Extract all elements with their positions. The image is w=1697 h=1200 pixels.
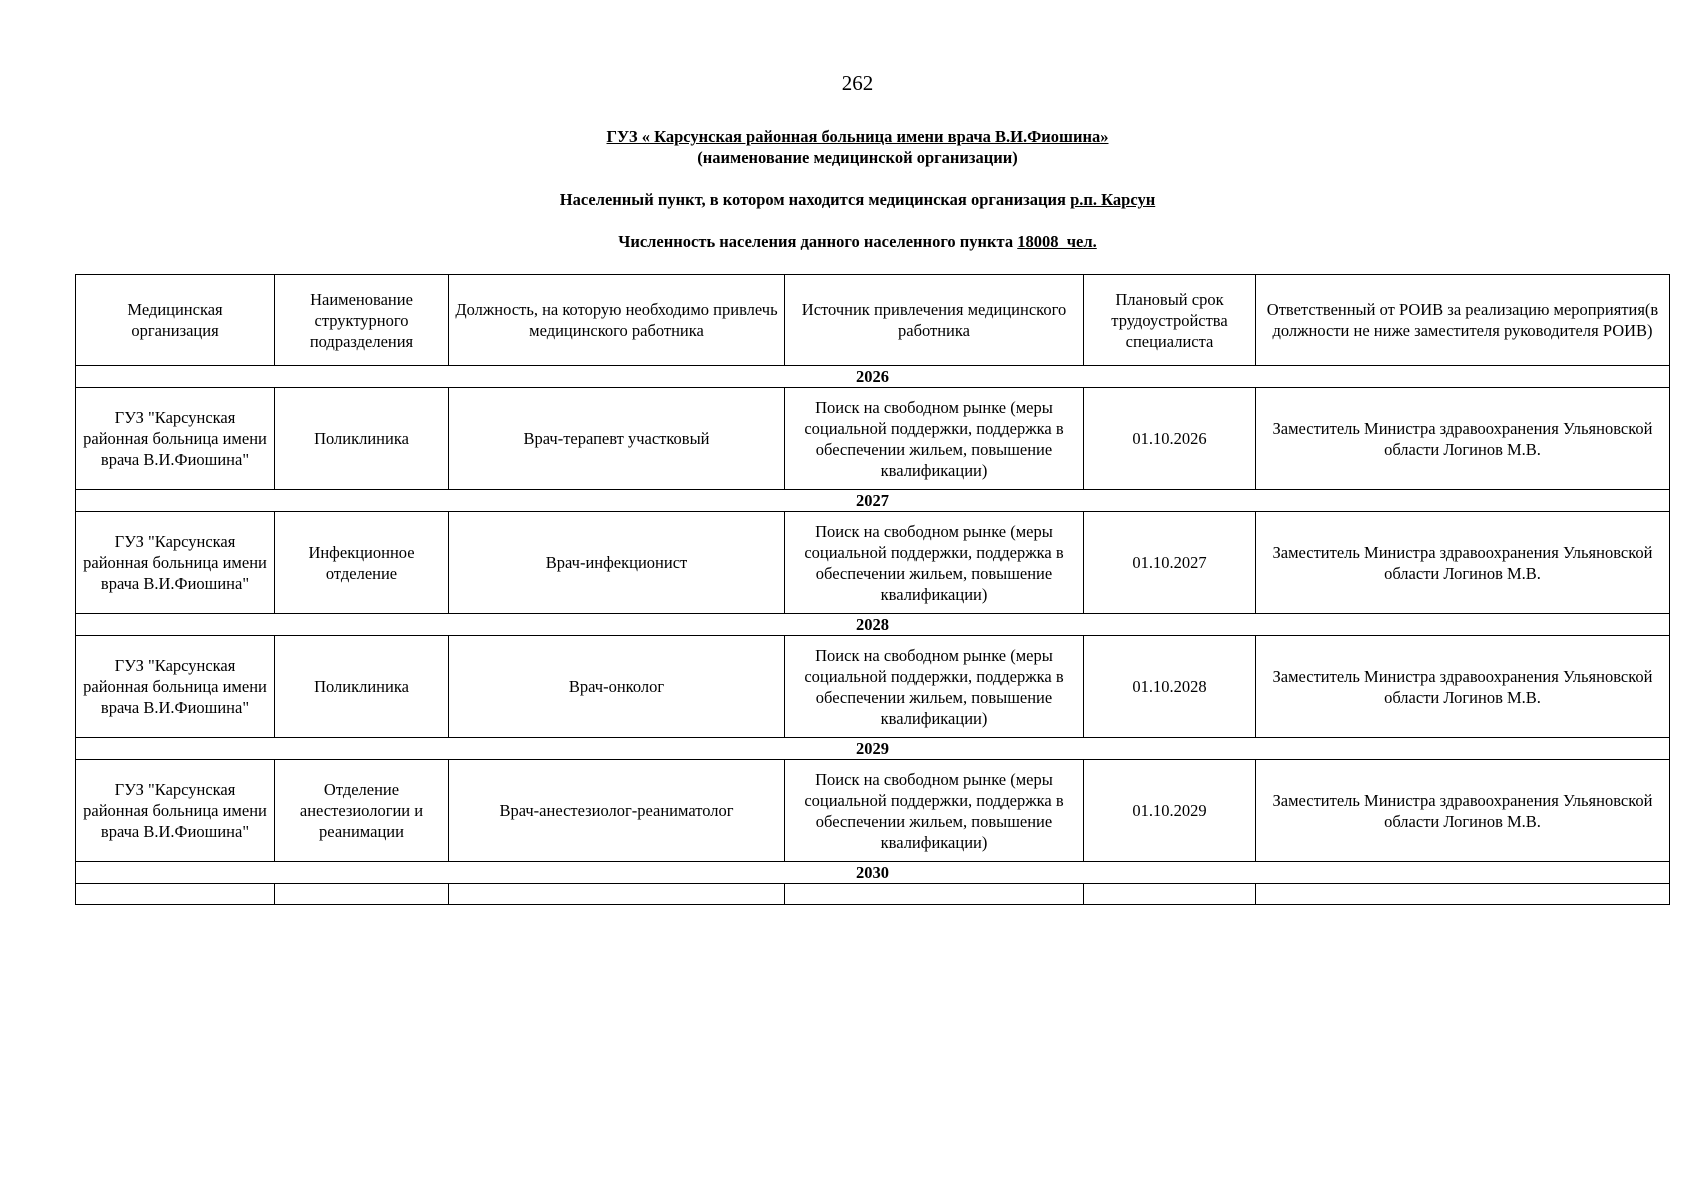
table-row (76, 884, 1670, 905)
settlement-value: р.п. Карсун (1070, 190, 1156, 209)
cell-date: 01.10.2029 (1084, 760, 1256, 862)
cell-source: Поиск на свободном рынке (меры социальной поддержки, поддержка в обеспечении жильем, повышение квалификации) (785, 760, 1084, 862)
cell-organization (76, 884, 275, 905)
header-structural-unit: Наименование структурного подразделения (275, 275, 449, 366)
year-label: 2030 (76, 862, 1670, 884)
staffing-plan-table (75, 274, 1670, 905)
cell-source (785, 884, 1084, 905)
cell-date: 01.10.2028 (1084, 636, 1256, 738)
table-row (76, 760, 1670, 862)
cell-unit: Поликлиника (275, 388, 449, 490)
cell-source: Поиск на свободном рынке (меры социальной поддержки, поддержка в обеспечении жильем, повышение квалификации) (785, 388, 1084, 490)
header-position: Должность, на которую необходимо привлечь медицинского работника (449, 275, 785, 366)
cell-unit (275, 884, 449, 905)
year-row-2026 (76, 366, 1670, 388)
cell-responsible: Заместитель Министра здравоохранения Ульяновской области Логинов М.В. (1256, 388, 1670, 490)
year-label: 2029 (76, 738, 1670, 760)
cell-date: 01.10.2026 (1084, 388, 1256, 490)
cell-organization: ГУЗ "Карсунская районная больница имени врача В.И.Фиошина" (76, 760, 275, 862)
cell-date: 01.10.2027 (1084, 512, 1256, 614)
year-row-2028 (76, 614, 1670, 636)
cell-responsible: Заместитель Министра здравоохранения Ульяновской области Логинов М.В. (1256, 760, 1670, 862)
year-row-2029 (76, 738, 1670, 760)
population-value: 18008 чел. (1017, 232, 1097, 251)
cell-unit: Инфекционное отделение (275, 512, 449, 614)
cell-source: Поиск на свободном рынке (меры социальной поддержки, поддержка в обеспечении жильем, повышение квалификации) (785, 512, 1084, 614)
table-row (76, 512, 1670, 614)
population-label: Численность населения данного населенного пункта (618, 232, 1014, 251)
cell-position: Врач-терапевт участковый (449, 388, 785, 490)
cell-source: Поиск на свободном рынке (меры социальной поддержки, поддержка в обеспечении жильем, повышение квалификации) (785, 636, 1084, 738)
header-source: Источник привлечения медицинского работника (785, 275, 1084, 366)
cell-position: Врач-онколог (449, 636, 785, 738)
year-label: 2027 (76, 490, 1670, 512)
cell-organization: ГУЗ "Карсунская районная больница имени врача В.И.Фиошина" (76, 636, 275, 738)
table-row (76, 636, 1670, 738)
header-medical-organization: Медицинская организация (76, 275, 275, 366)
cell-responsible: Заместитель Министра здравоохранения Ульяновской области Логинов М.В. (1256, 512, 1670, 614)
cell-organization: ГУЗ "Карсунская районная больница имени врача В.И.Фиошина" (76, 388, 275, 490)
year-label: 2028 (76, 614, 1670, 636)
organization-title (0, 127, 1697, 147)
header-planned-date: Плановый срок трудоустройства специалиста (1084, 275, 1256, 366)
cell-position: Врач-анестезиолог-реаниматолог (449, 760, 785, 862)
organization-name: ГУЗ « Карсунская районная больница имени врача В.И.Фиошина» (606, 127, 1109, 146)
cell-unit: Поликлиника (275, 636, 449, 738)
cell-responsible: Заместитель Министра здравоохранения Ульяновской области Логинов М.В. (1256, 636, 1670, 738)
header-responsible: Ответственный от РОИВ за реализацию мероприятия(в должности не ниже заместителя руководителя РОИВ) (1256, 275, 1670, 366)
year-row-2027 (76, 490, 1670, 512)
cell-position: Врач-инфекционист (449, 512, 785, 614)
cell-unit: Отделение анестезиологии и реанимации (275, 760, 449, 862)
settlement-line (0, 190, 1697, 210)
settlement-label: Населенный пункт, в котором находится медицинская организация (559, 190, 1066, 209)
cell-responsible (1256, 884, 1670, 905)
page-number: 262 (841, 71, 874, 95)
year-row-2030 (76, 862, 1670, 884)
cell-organization: ГУЗ "Карсунская районная больница имени врача В.И.Фиошина" (76, 512, 275, 614)
cell-date (1084, 884, 1256, 905)
year-label: 2026 (76, 366, 1670, 388)
population-line (0, 232, 1697, 252)
table-header-row (76, 275, 1670, 366)
organization-caption: (наименование медицинской организации) (697, 148, 1018, 167)
cell-position (449, 884, 785, 905)
table-row (76, 388, 1670, 490)
